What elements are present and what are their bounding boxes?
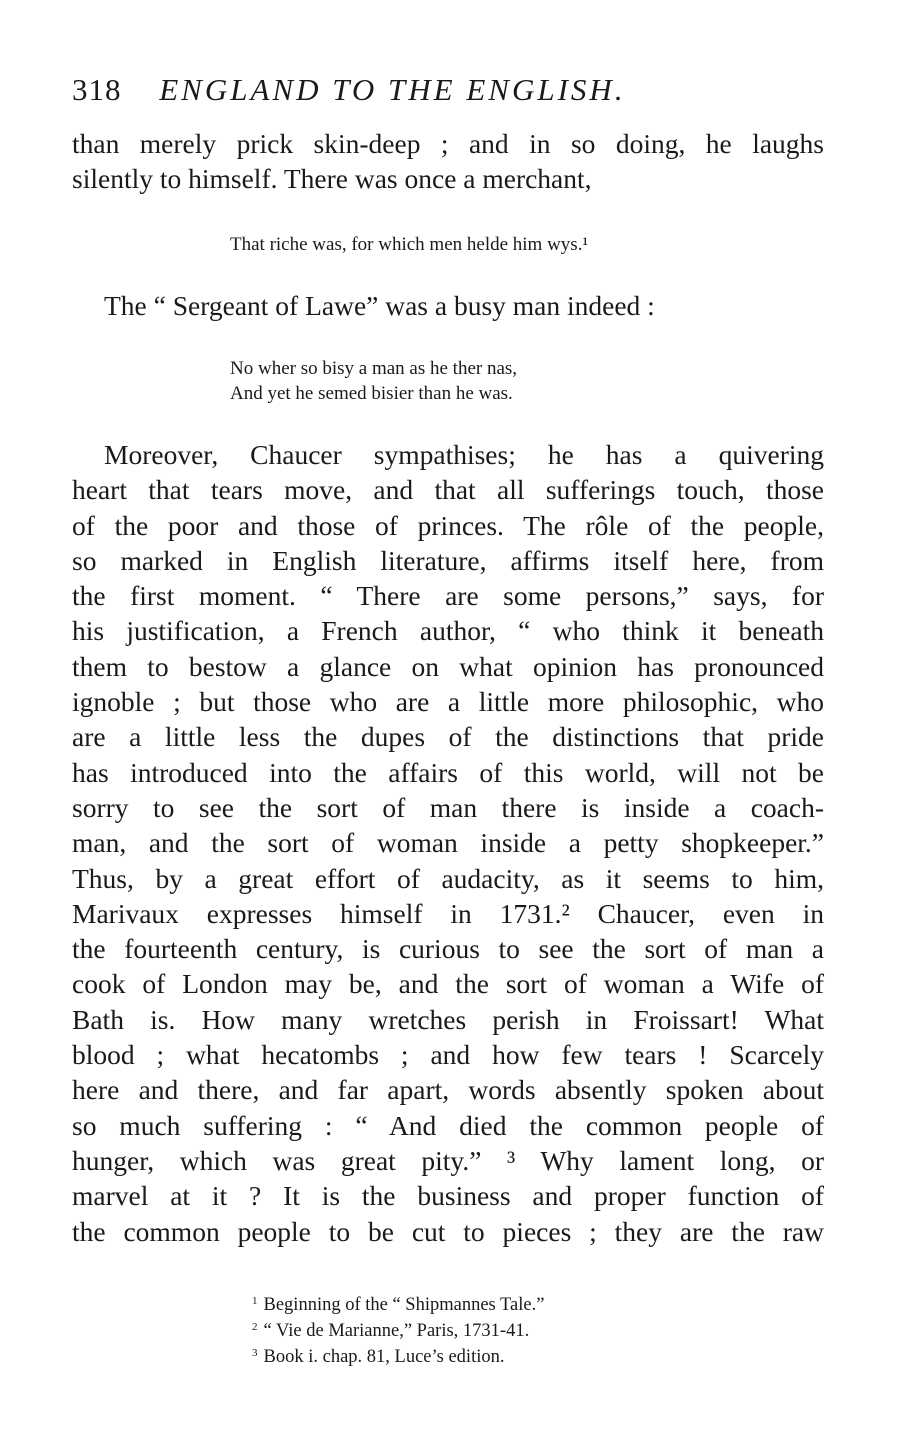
text-line: his justification, a French author, “ who think it beneath	[72, 615, 824, 647]
verse-line: No wher so bisy a man as he ther nas,	[230, 358, 518, 379]
verse-quote-2	[230, 356, 517, 406]
footnote-2	[252, 1314, 544, 1340]
running-header	[72, 68, 832, 112]
text-line: so much suffering : “ And died the common people of	[72, 1109, 824, 1141]
text-line: of the poor and those of princes. The rôle of the people,	[72, 509, 824, 541]
text-line: the first moment. “ There are some persons,” says, for	[72, 580, 824, 612]
text-line: sorry to see the sort of man there is inside a coach-	[72, 791, 824, 823]
text-line: here and there, and far apart, words absently spoken about	[72, 1074, 824, 1106]
footnote-marker: 1	[252, 1295, 258, 1307]
page-number: 318	[72, 72, 122, 107]
running-title: ENGLAND TO THE ENGLISH.	[159, 72, 626, 107]
text-line: ignoble ; but those who are a little more philosophic, who	[72, 686, 824, 718]
verse-quote-1	[230, 232, 588, 257]
text-line: Moreover, Chaucer sympathises; he has a quivering	[104, 439, 824, 470]
footnotes	[252, 1288, 544, 1366]
text-line: has introduced into the affairs of this world, will not be	[72, 756, 824, 788]
text-line: Bath is. How many wretches perish in Froissart! What	[72, 1003, 824, 1035]
text-line: man, and the sort of woman inside a petty shopkeeper.”	[72, 827, 824, 859]
text-line: Marivaux expresses himself in 1731.² Chaucer, even in	[72, 897, 824, 929]
footnote-marker: 3	[252, 1347, 258, 1359]
text-line: are a little less the dupes of the distinctions that pride	[72, 721, 824, 753]
text-line: The “ Sergeant of Lawe” was a busy man indeed :	[104, 290, 655, 321]
footnote-text: Beginning of the “ Shipmannes Tale.”	[263, 1295, 545, 1315]
verse-line: That riche was, for which men helde him wys.¹	[230, 234, 589, 255]
paragraph-3	[72, 437, 824, 1249]
verse-line: And yet he semed bisier than he was.	[230, 383, 513, 404]
text-line: the fourteenth century, is curious to see the sort of man a	[72, 933, 824, 965]
text-line: the common people to be cut to pieces ; they are the raw	[72, 1215, 824, 1247]
footnote-marker: 2	[252, 1321, 258, 1333]
text-line: Thus, by a great effort of audacity, as it seems to him,	[72, 862, 824, 894]
text-line: hunger, which was great pity.” ³ Why lament long, or	[72, 1144, 824, 1176]
footnote-3	[252, 1340, 544, 1366]
paragraph-1	[72, 126, 824, 197]
footnote-1	[252, 1288, 544, 1314]
paragraph-2	[72, 288, 824, 323]
text-line: silently to himself. There was once a merchant,	[72, 163, 592, 195]
text-line: them to bestow a glance on what opinion has pronounced	[72, 650, 824, 682]
text-line: blood ; what hecatombs ; and how few tears ! Scarcely	[72, 1039, 824, 1071]
text-line: marvel at it ? It is the business and proper function of	[72, 1180, 824, 1212]
text-line: so marked in English literature, affirms itself here, from	[72, 544, 824, 576]
text-line: than merely prick skin-deep ; and in so doing, he laughs	[72, 128, 824, 159]
footnote-text: “ Vie de Marianne,” Paris, 1731-41.	[263, 1321, 530, 1341]
text-line: cook of London may be, and the sort of woman a Wife of	[72, 968, 824, 1000]
text-line: heart that tears move, and that all sufferings touch, those	[72, 474, 824, 506]
footnote-text: Book i. chap. 81, Luce’s edition.	[263, 1347, 505, 1367]
